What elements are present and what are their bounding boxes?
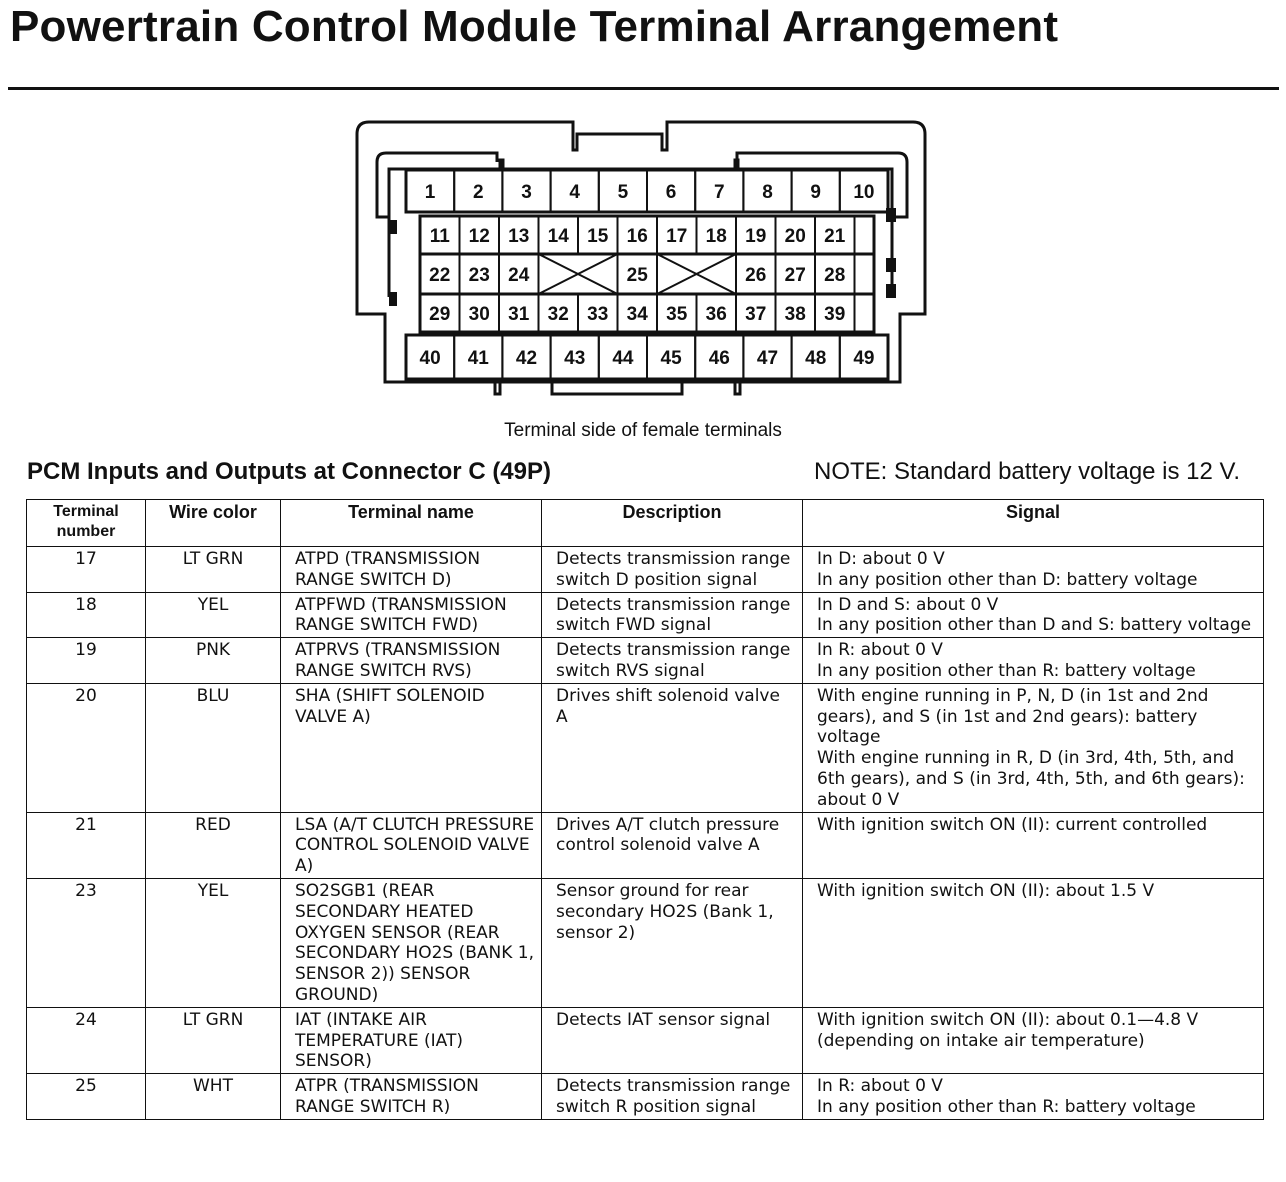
- description-cell: Detects IAT sensor signal: [542, 1007, 803, 1073]
- terminal-pin-label: 45: [660, 348, 682, 369]
- signal-line: In R: about 0 V: [817, 640, 943, 661]
- connector-caption: Terminal side of female terminals: [504, 420, 782, 441]
- terminal-pin: [618, 216, 658, 254]
- terminal-pin-label: 38: [784, 304, 806, 325]
- terminal-number-cell: 20: [27, 683, 146, 812]
- wire-color-cell: BLU: [146, 683, 281, 812]
- terminal-pin: [502, 335, 550, 379]
- terminal-pin-label: 46: [708, 348, 730, 369]
- terminal-pin: [406, 170, 454, 212]
- terminal-pin-label: 35: [666, 304, 688, 325]
- wire-color-cell: WHT: [146, 1074, 281, 1120]
- wire-color-cell: YEL: [146, 878, 281, 1007]
- terminal-number-cell: 18: [27, 592, 146, 638]
- signal-line: With engine running in P, N, D (in 1st and 2nd gears), and S (in 1st and 2nd gears): battery voltage: [817, 685, 1209, 748]
- terminal-name-cell: SO2SGB1 (REAR SECONDARY HEATED OXYGEN SENSOR (REAR SECONDARY HO2S (BANK 1, SENSOR 2)) SENSOR GROUND): [281, 878, 542, 1007]
- terminal-pin: [697, 216, 737, 254]
- terminal-pin-label: 49: [853, 348, 875, 369]
- terminal-pin: [792, 170, 840, 212]
- terminal-pin-label: 48: [805, 348, 827, 369]
- terminal-pin: [736, 254, 776, 294]
- terminal-number-cell: 24: [27, 1007, 146, 1073]
- table-row: [27, 1074, 1264, 1120]
- terminal-pin: [578, 294, 618, 332]
- header-terminal-name: Terminal name: [281, 500, 542, 547]
- terminal-pin: [815, 216, 855, 254]
- terminal-pin-label: 44: [612, 348, 634, 369]
- terminal-pin: [420, 216, 460, 254]
- terminal-pin-label: 2: [473, 182, 484, 203]
- signal-line: In any position other than D: battery voltage: [817, 569, 1198, 590]
- terminal-pin-label: 14: [547, 226, 569, 247]
- terminal-pin-label: 20: [784, 226, 806, 247]
- title-rule: [8, 87, 1279, 90]
- terminal-name-cell: SHA (SHIFT SOLENOID VALVE A): [281, 683, 542, 812]
- signal-line: In any position other than R: battery voltage: [817, 1096, 1196, 1117]
- terminal-pin: [776, 216, 816, 254]
- terminal-pin-label: 16: [626, 226, 648, 247]
- signal-cell: [803, 878, 1264, 1007]
- description-cell: Drives shift solenoid valve A: [542, 683, 803, 812]
- terminal-number-cell: 23: [27, 878, 146, 1007]
- terminal-pin: [551, 170, 599, 212]
- description-cell: Detects transmission range switch FWD signal: [542, 592, 803, 638]
- terminal-pin: [792, 335, 840, 379]
- terminal-pin-label: 27: [784, 265, 806, 286]
- signal-line: In any position other than D and S: battery voltage: [817, 615, 1252, 636]
- blocked-cavity: [657, 254, 736, 294]
- signal-line: With ignition switch ON (II): about 0.1—4.8 V (depending on intake air temperature): [817, 1009, 1199, 1051]
- terminal-pin: [815, 294, 855, 332]
- voltage-note: NOTE: Standard battery voltage is 12 V.: [814, 458, 1241, 485]
- terminal-pin: [599, 335, 647, 379]
- terminal-pin-label: 18: [705, 226, 727, 247]
- terminal-pin-label: 11: [429, 226, 450, 247]
- terminal-name-cell: ATPFWD (TRANSMISSION RANGE SWITCH FWD): [281, 592, 542, 638]
- terminal-name-cell: LSA (A/T CLUTCH PRESSURE CONTROL SOLENOID VALVE A): [281, 812, 542, 878]
- header-description: Description: [542, 500, 803, 547]
- terminal-pin: [460, 216, 500, 254]
- terminal-pin: [539, 294, 579, 332]
- signal-cell: [803, 638, 1264, 684]
- terminal-number-cell: 25: [27, 1074, 146, 1120]
- terminal-pin: [406, 335, 454, 379]
- terminal-pin-label: 43: [564, 348, 586, 369]
- terminal-pin-label: 21: [824, 226, 846, 247]
- description-cell: Detects transmission range switch D position signal: [542, 547, 803, 593]
- connector-diagram: [340, 112, 940, 402]
- table-header-row: [27, 500, 1264, 547]
- table-row: [27, 683, 1264, 812]
- wire-color-cell: LT GRN: [146, 1007, 281, 1073]
- terminal-pin: [647, 335, 695, 379]
- terminal-pin: [776, 254, 816, 294]
- terminal-pin-label: 5: [617, 182, 629, 203]
- signal-cell: [803, 547, 1264, 593]
- terminal-pin: [502, 170, 550, 212]
- terminal-pin-label: 19: [745, 226, 767, 247]
- terminal-pin: [499, 294, 539, 332]
- terminal-pin-label: 13: [508, 226, 530, 247]
- terminal-pin: [647, 170, 695, 212]
- terminal-pin-label: 4: [569, 182, 580, 203]
- table-row: [27, 1007, 1264, 1073]
- terminal-pin-label: 9: [810, 182, 821, 203]
- terminal-number-cell: 17: [27, 547, 146, 593]
- section-title: PCM Inputs and Outputs at Connector C (49P): [27, 458, 552, 485]
- header-wire-color: Wire color: [146, 500, 281, 547]
- terminal-pin: [499, 216, 539, 254]
- terminal-pin-label: 47: [756, 348, 779, 369]
- terminal-pin: [460, 254, 500, 294]
- header-signal: Signal: [803, 500, 1264, 547]
- wire-color-cell: YEL: [146, 592, 281, 638]
- table-row: [27, 878, 1264, 1007]
- terminal-pin-label: 28: [824, 265, 846, 286]
- terminal-pin-label: 24: [508, 265, 530, 286]
- table-row: [27, 547, 1264, 593]
- terminal-number-cell: 21: [27, 812, 146, 878]
- signal-line: In R: about 0 V: [817, 1076, 943, 1097]
- terminal-pin-label: 17: [666, 226, 688, 247]
- signal-cell: [803, 1074, 1264, 1120]
- signal-cell: [803, 1007, 1264, 1073]
- terminal-pin: [578, 216, 618, 254]
- terminal-pin: [551, 335, 599, 379]
- terminal-pin-label: 23: [468, 265, 490, 286]
- terminal-pin: [776, 294, 816, 332]
- signal-line: With ignition switch ON (II): about 1.5 V: [817, 880, 1155, 901]
- terminal-pin: [743, 170, 791, 212]
- signal-cell: [803, 812, 1264, 878]
- terminal-pin-label: 31: [508, 304, 530, 325]
- wire-color-cell: LT GRN: [146, 547, 281, 593]
- terminal-pin-label: 39: [824, 304, 846, 325]
- table-row: [27, 592, 1264, 638]
- terminal-pin-label: 10: [853, 182, 875, 203]
- terminal-pin: [618, 254, 658, 294]
- wire-color-cell: PNK: [146, 638, 281, 684]
- signal-line: With engine running in R, D (in 3rd, 4th, 5th, and 6th gears), and S (in 3rd, 4th, 5th, and 6th gears): about 0 V: [817, 748, 1245, 810]
- terminal-pin: [743, 335, 791, 379]
- terminal-pin-label: 30: [468, 304, 490, 325]
- table-row: [27, 812, 1264, 878]
- terminal-pin: [657, 216, 697, 254]
- terminal-pin-label: 34: [626, 304, 648, 325]
- terminal-pin: [618, 294, 658, 332]
- terminal-pin: [499, 254, 539, 294]
- terminal-pin: [697, 294, 737, 332]
- description-cell: Sensor ground for rear secondary HO2S (Bank 1, sensor 2): [542, 878, 803, 1007]
- terminal-pin: [454, 170, 502, 212]
- signal-cell: [803, 592, 1264, 638]
- terminal-pin: [840, 335, 888, 379]
- terminal-pin: [657, 294, 697, 332]
- signal-cell: [803, 683, 1264, 812]
- terminal-pin-label: 42: [515, 348, 538, 369]
- signal-line: In D: about 0 V: [817, 549, 945, 569]
- terminal-pin-label: 25: [626, 265, 648, 286]
- terminal-pin-label: 37: [745, 304, 767, 325]
- terminal-pin: [736, 294, 776, 332]
- terminal-pin: [454, 335, 502, 379]
- terminal-name-cell: ATPRVS (TRANSMISSION RANGE SWITCH RVS): [281, 638, 542, 684]
- signal-line: With ignition switch ON (II): current controlled: [817, 814, 1208, 835]
- header-terminal-number: Terminal number: [27, 500, 146, 547]
- description-cell: Detects transmission range switch R position signal: [542, 1074, 803, 1120]
- terminal-name-cell: ATPD (TRANSMISSION RANGE SWITCH D): [281, 547, 542, 593]
- table-row: [27, 638, 1264, 684]
- terminal-pin-label: 7: [714, 182, 725, 203]
- terminal-number-cell: 19: [27, 638, 146, 684]
- terminal-pin-label: 26: [745, 265, 767, 286]
- terminal-pin: [420, 254, 460, 294]
- terminal-pin-label: 33: [587, 304, 609, 325]
- page-title: Powertrain Control Module Terminal Arrangement: [10, 2, 1059, 51]
- terminal-pin: [460, 294, 500, 332]
- blocked-cavity: [539, 254, 618, 294]
- terminal-pin-label: 12: [468, 226, 490, 247]
- terminal-pin-label: 15: [587, 226, 609, 247]
- terminal-pin-label: 22: [429, 265, 451, 286]
- terminal-pin: [736, 216, 776, 254]
- signal-line: In D and S: about 0 V: [817, 594, 999, 615]
- terminal-pin-label: 6: [665, 182, 677, 203]
- terminal-pin-label: 3: [521, 182, 532, 203]
- terminal-pin-label: 8: [762, 182, 773, 203]
- terminal-pin: [815, 254, 855, 294]
- terminal-pin-label: 36: [705, 304, 727, 325]
- terminal-pin-label: 41: [467, 348, 489, 369]
- terminal-name-cell: IAT (INTAKE AIR TEMPERATURE (IAT) SENSOR): [281, 1007, 542, 1073]
- description-cell: Drives A/T clutch pressure control solenoid valve A: [542, 812, 803, 878]
- terminal-pin: [840, 170, 888, 212]
- terminal-pin-label: 1: [424, 182, 436, 203]
- signal-line: In any position other than R: battery voltage: [817, 660, 1196, 681]
- terminal-pin: [695, 335, 743, 379]
- terminal-pin: [695, 170, 743, 212]
- terminal-pin: [420, 294, 460, 332]
- terminal-name-cell: ATPR (TRANSMISSION RANGE SWITCH R): [281, 1074, 542, 1120]
- terminal-pin-label: 29: [429, 304, 451, 325]
- description-cell: Detects transmission range switch RVS signal: [542, 638, 803, 684]
- terminal-pin-label: 40: [419, 348, 441, 369]
- terminal-pin: [539, 216, 579, 254]
- pcm-io-table: [26, 499, 1264, 1120]
- wire-color-cell: RED: [146, 812, 281, 878]
- terminal-pin-label: 32: [547, 304, 569, 325]
- terminal-pin: [599, 170, 647, 212]
